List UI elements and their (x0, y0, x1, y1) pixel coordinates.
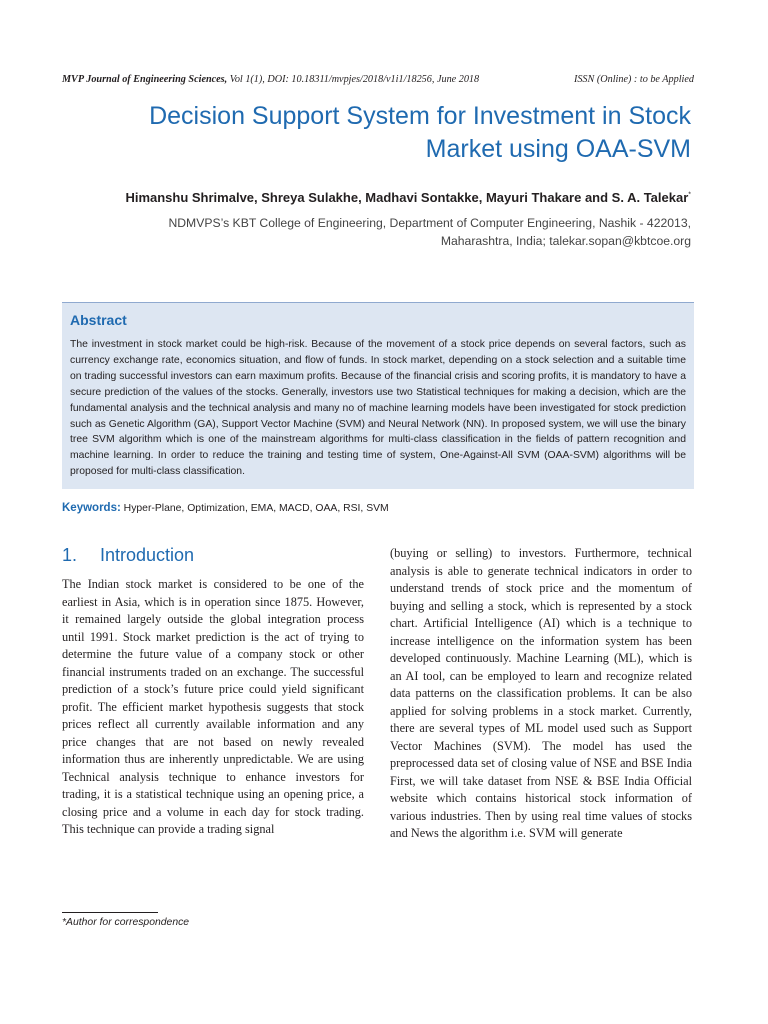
running-header (62, 74, 694, 85)
journal-citation (62, 74, 479, 85)
section-number: 1. (62, 545, 78, 565)
correspondence-mark: * (688, 191, 691, 199)
footnote: *Author for correspondence (62, 917, 190, 928)
footnote-divider (62, 912, 158, 913)
issn-note: ISSN (Online) : to be Applied (573, 74, 694, 85)
title-line-1: Decision Support System for Investment in Stock (149, 102, 691, 130)
affiliation-line-1: NDMVPS’s KBT College of Engineering, Department of Computer Engineering, Nashik - 422013, (168, 216, 691, 230)
body-text-left-column: The Indian stock market is considered to be one of the earliest in Asia, which is in operation since 1875. However, it remained largely outside the global integration process until 1991. Stock market prediction is the act of trying to determine the future value of a company stock or other financial instruments traded on an exchange. The successful prediction of a stock’s future price could yield significant profit. The efficient market hypothesis suggests that stock prices reflect all currently available information and any price changes that are not based on newly revealed information thus are inherently unpredictable. We are using Technical analysis technique to enhance investors for trading, it is a statistical technique using an opening price, a closing price and a volume in each day for stock trading. This technique can provide a trading signal (62, 577, 364, 836)
body-text-right-column: (buying or selling) to investors. Furthermore, technical analysis is able to generate technical indicators in order to understand trends of stock price and the momentum of buying and selling a stock, which is represented by a stock chart. Artificial Intelligence (AI) which is a technique to increase intelligence on the information system has been developed continuously. Machine Learning (ML), which is an AI tool, can be employed to learn and recognize related data patterns on the classification problems. It can be also applied for solving problems in a stock market. Currently, there are several types of ML model used such as Support Vector Machines (SVM). The model has used the preprocessed data set of closing value of NSE and BSE India First, we will take dataset from NSE & BSE India Official website which contains historical stock information of various industries. Then by using real time values of stocks and News the algorithm i.e. SVM will generate (390, 546, 692, 840)
abstract-text: The investment in stock market could be high-risk. Because of the movement of a stock price depends on several factors, such as currency exchange rate, economics situation, and flow of funds. In stock market, depending on a stock selection and a suitable time on trading successful investors can earn maximum profits. Because of the financial crisis and scoring profits, it is mandatory to have a secure prediction of the values of the stocks. Generally, investors use two Statistical techniques for making a decision, which are the fundamental analysis and the technical analysis and many no of machine learning models have been investigated for stock prediction such as Genetic Algorithm (GA), Support Vector Machine (SVM) and Neural Network (NN). In proposed system, we will use the binary tree SVM algorithm which is one of the mainstream algorithms for multi-class classification in the fields of pattern recognition and machine learning. In order to reduce the training and testing time of system, One-Against-All SVM (OAA-SVM) algorithms will be proposed for multi-class classification. (70, 339, 686, 478)
journal-name: MVP Journal of Engineering Sciences, (62, 74, 228, 85)
abstract-box (62, 302, 694, 489)
section-heading-introduction (62, 545, 194, 566)
keywords-label: Keywords: (62, 502, 121, 514)
abstract-heading: Abstract (70, 312, 127, 328)
affiliation (131, 214, 691, 250)
author-list (51, 190, 691, 205)
author-names: Himanshu Shrimalve, Shreya Sulakhe, Madhavi Sontakke, Mayuri Thakare and S. A. Talekar (125, 190, 689, 205)
section-title: Introduction (100, 545, 195, 565)
keywords-text: Hyper-Plane, Optimization, EMA, MACD, OAA, RSI, SVM (120, 503, 389, 514)
keywords-line (62, 502, 694, 514)
paper-title (91, 100, 691, 166)
title-line-2: Market using OAA-SVM (425, 135, 691, 163)
citation-details: Vol 1(1), DOI: 10.18311/mvpjes/2018/v1i1/18256, June 2018 (227, 74, 480, 85)
affiliation-line-2: Maharashtra, India; talekar.sopan@kbtcoe.org (440, 234, 691, 248)
